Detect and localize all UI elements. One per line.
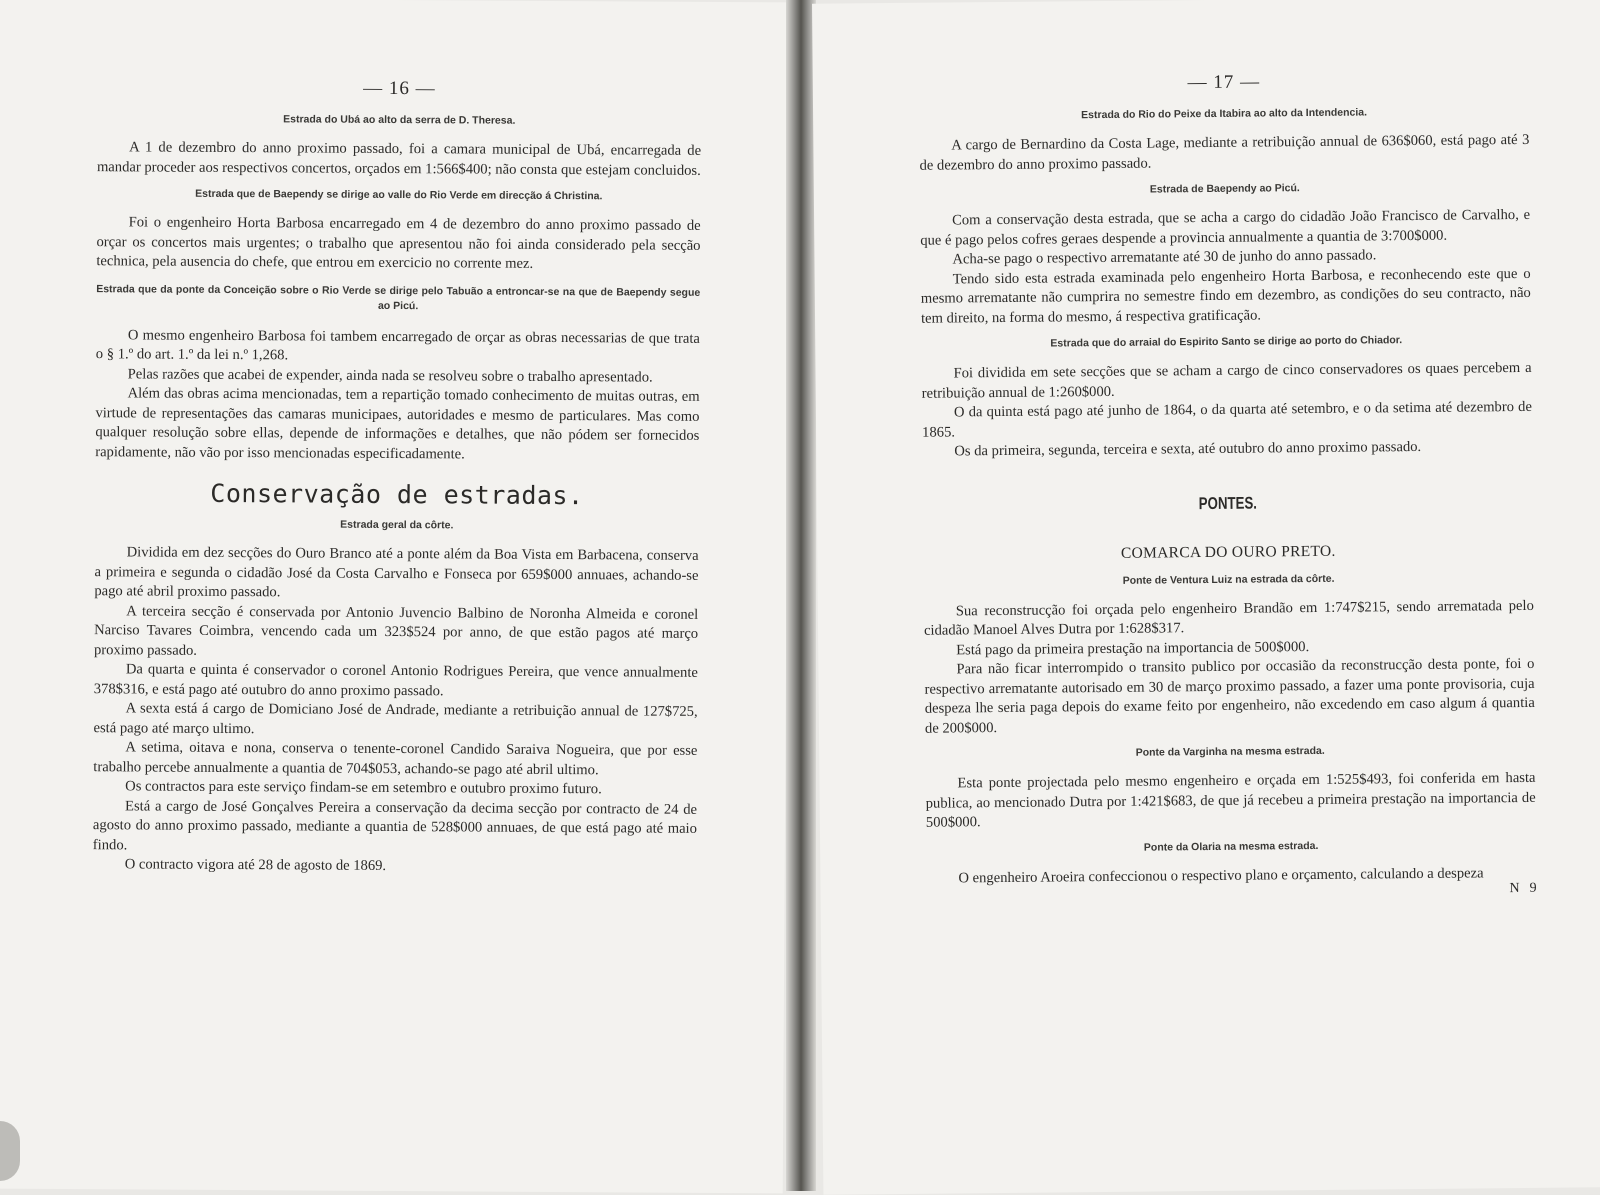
signature-mark: N [1509, 881, 1520, 897]
section-title: Ponte de Ventura Luiz na estrada da côrte. [1122, 572, 1335, 587]
paragraph: Tendo sido esta estrada examinada pelo engenheiro Horta Barbosa, e reconhecendo este que o mesmo arrematante não cumprira no semestre findo em dezembro, as condições do seu contracto, não tem direito, na forma do mesmo, á respectiva gratificação. [920, 265, 1531, 327]
paragraph: Dividida em dez secções do Ouro Branco até a ponte além da Boa Vista em Barbacena, conserva a primeira e segunda o cidadão José da Costa Carvalho e Fonseca por 659$000 annuaes, achando-se pago até abril proximo passado. [94, 544, 699, 601]
paragraph: A sexta está á cargo de Domiciano José de Andrade, mediante a retribuição annual de 127$725, está pago até março ultimo. [93, 700, 698, 737]
paragraph: Foi o engenheiro Horta Barbosa encarregado em 4 de dezembro do anno proximo passado de orçar os concertos mais urgentes; o trabalho que apresentou não foi ainda considerado pela secção technica, pela ausencia do chefe, que entrou em exercicio no corrente mez. [96, 214, 701, 272]
paragraph: Está pago da primeira prestação na importancia de 500$000. [956, 638, 1310, 658]
paragraph: Com a conservação desta estrada, que se acha a cargo do cidadão João Francisco de Carvalho, e que é pago pelos cofres geraes despende a provincia annualmente a quantia de 3:700$000. [920, 206, 1531, 249]
page-content [919, 105, 1536, 889]
paragraph: Sua reconstrucção foi orçada pelo engenheiro Brandão em 1:747$215, sendo arrematada pelo cidadão Manoel Alves Dutra por 1:628$317. [923, 597, 1534, 639]
main-heading: PONTES. [1198, 493, 1258, 513]
paragraph: Da quarta e quinta é conservador o coronel Antonio Rodrigues Pereira, que vence annualmente 378$316, e está pago até outubro do anno proximo passado. [93, 661, 698, 699]
paragraph: Pelas razões que acabei de expender, ainda nada se resolveu sobre o trabalho apresentado. [127, 365, 653, 386]
paragraph: Está a cargo de José Gonçalves Pereira a conservação da decima secção por contracto de 24 de agosto do anno proximo passado, mediante a quantia de 528$000 annuaes, de que está pago até maio findo. [92, 797, 698, 853]
paragraph: O contracto vigora até 28 de agosto de 1869. [124, 856, 387, 874]
paragraph: A 1 de dezembro do anno proximo passado, foi a camara municipal de Ubá, encarregada de mandar proceder aos respectivos concertos, orçados em 1:566$400; não consta que estejam concluidos. [96, 139, 702, 179]
paragraph: Esta ponte projectada pelo mesmo engenheiro e orçada em 1:525$493, foi conferida em hasta publica, ao mencionado Dutra por 1:421$683, de que já recebeu a primeira prestação na importancia de 500$000. [925, 769, 1536, 831]
book-gutter [786, 0, 816, 1191]
section-title: Ponte da Olaria na mesma estrada. [1143, 839, 1319, 854]
page-content [93, 112, 702, 878]
section-title: Estrada que do arraial do Espirito Santo se dirige ao porto do Chiador. [1050, 334, 1403, 350]
chapter-title: Conservação de estradas. [210, 478, 584, 511]
paragraph: Acha-se pago o respectivo arrematante até 30 de junho do anno passado. [952, 247, 1377, 268]
sheet-number: 9 [1529, 880, 1537, 896]
paragraph: Os contractos para este serviço findam-se em setembro e outubro proximo futuro. [125, 778, 602, 798]
section-title: Estrada que de Baependy se dirige ao valle do Rio Verde em direcção á Christina. [195, 187, 603, 203]
paragraph: A cargo de Bernardino da Costa Lage, mediante a retribuição annual de 636$060, está pago até 3 de dezembro do anno proximo passado. [919, 131, 1530, 174]
paragraph: Os da primeira, segunda, terceira e sexta, até outubro do anno proximo passado. [954, 438, 1422, 460]
paragraph: O engenheiro Aroeira confeccionou o respectivo plano e orçamento, calculando a despeza [958, 864, 1484, 886]
paragraph: Para não ficar interrompido o transito publico por occasião da reconstrucção desta ponte, foi o respectivo arrematante autorisado em 30 de março proximo passado, a fazer uma ponte provisoria, cuja despeza lhe seria paga depois do exame feito por engenheiro, não excedendo em caso algum á quantia de 200$000. [924, 655, 1535, 737]
district-title: COMARCA DO OURO PRETO. [1120, 542, 1336, 562]
page-number: — 16 — [363, 77, 436, 100]
section-title: Estrada geral da côrte. [340, 518, 454, 532]
page-number: — 17 — [1187, 71, 1261, 94]
section-title: Ponte da Varginha na mesma estrada. [1135, 744, 1325, 759]
left-page [0, 0, 790, 1193]
paragraph: A setima, oitava e nona, conserva o tenente-coronel Candido Saraiva Nogueira, que por esse trabalho percebe annualmente a quantia de 704$053, achando-se pago até abril ultimo. [93, 739, 698, 778]
paragraph: A terceira secção é conservada por Antonio Juvencio Balbino de Noronha Almeida e coronel Narciso Tavares Coimbra, vencendo cada um 323$524 por anno, de que estão pagos até março proximo passado. [93, 602, 699, 659]
paragraph: O mesmo engenheiro Barbosa foi tambem encarregado de orçar as obras necessarias de que trata o § 1.º do art. 1.º da lei n.º 1,268. [95, 326, 700, 364]
section-title: Estrada de Baependy ao Picú. [1149, 182, 1300, 196]
section-title: Estrada do Rio do Peixe da Itabira ao alto da Intendencia. [1081, 106, 1368, 122]
right-page [812, 0, 1600, 1195]
paragraph: O da quinta está pago até junho de 1864, o da quarta até setembro, e o da setima até dezembro de 1865. [922, 398, 1532, 441]
paragraph: Foi dividida em sete secções que se acham a cargo de cinco conservadores os quaes percebem a retribuição annual de 1:260$000. [921, 359, 1532, 402]
section-title: Estrada do Ubá ao alto da serra de D. Theresa. [283, 113, 516, 127]
section-title: Estrada que da ponte da Conceição sobre o Rio Verde se dirige pelo Tabuão a entroncar-se na que de Baependy segue ao Picú. [96, 282, 701, 312]
paragraph: Além das obras acima mencionadas, tem a repartição tomado conhecimento de muitas outras, em virtude de representações das camaras municipaes, autoridades e mesmo de particulares. Mas como qualquer resolução sobre ellas, depende de informações e detalhes, que não pódem ser fornecidos rapidamente, não vão por isso mencionadas especificadamente. [95, 385, 700, 462]
